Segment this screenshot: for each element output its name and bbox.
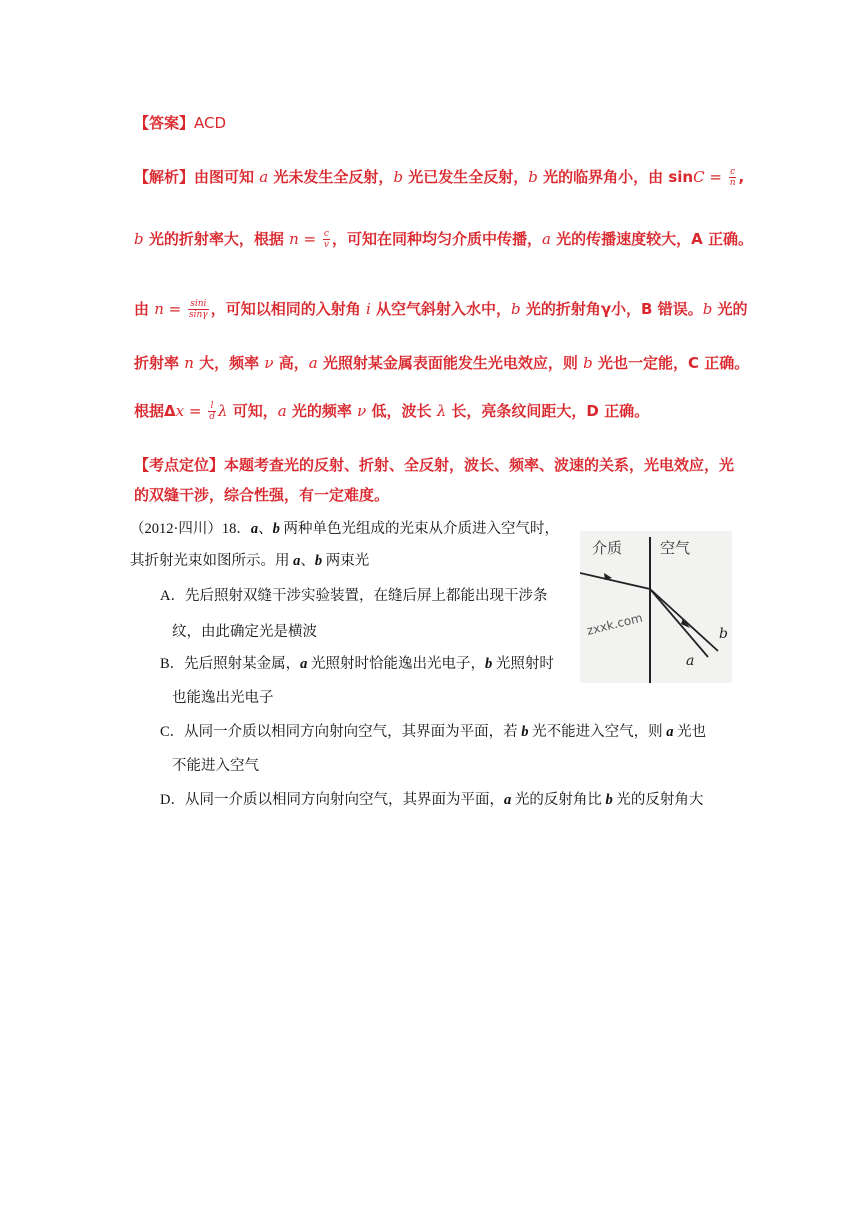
label-medium: 介质 [592,539,623,557]
fraction-c-over-n [729,167,737,188]
option-a-line-1: A．先后照射双缝干涉实验装置，在缝后屏上都能出现干涉条 [160,588,548,604]
var-a: a [308,354,318,372]
var-a: a [541,230,551,248]
text: ，可知以相同的入射角 [210,300,366,318]
var-b: b [528,168,538,186]
option-c-line-2: 不能进入空气 [172,758,259,774]
text: 长，亮条纹间距大，D 正确。 [446,402,650,420]
text: 、 [258,521,273,537]
text: 光的反射角比 [511,792,606,808]
answer-value: ACD [194,114,227,132]
text: 由 [134,300,155,318]
text: 光照射时 [492,656,554,672]
option-b-line-2: 也能逸出光电子 [172,690,274,706]
text: 光已发生全反射， [403,168,529,186]
var-n: n [184,354,194,372]
var-n: n [289,230,299,248]
analysis-line-4 [134,352,749,373]
option-a-line-2: 纹，由此确定光是横波 [172,624,317,640]
text: 光的折射率大，根据 [143,230,290,248]
analysis-line-5 [134,400,649,422]
var-lambda: λ [436,402,447,420]
text: 光也一定能，C 正确。 [592,354,750,372]
text: 由图可知 [194,168,260,186]
text: 光的频率 [286,402,358,420]
analysis-line-2 [134,228,753,250]
text: 两种单色光组成的光束从介质进入空气时， [279,521,559,537]
key-point-label: 【考点定位】 [134,456,225,474]
denominator: sinγ [189,310,208,320]
equals: = [704,168,727,186]
numerator: sini [188,299,209,310]
equals: = [298,230,321,248]
label-ray-a: a [686,653,695,669]
denominator: n [729,178,736,188]
var-b: b [702,300,713,318]
text: 两束光 [322,553,370,569]
var-a: a [503,792,512,808]
numerator: l [208,401,216,412]
text: 光的临界角小，由 sin [537,168,694,186]
equals: = [163,300,187,318]
option-d-line-1 [160,788,703,809]
equals: = [184,402,207,420]
var-i: i [365,300,371,318]
var-a: a [259,168,269,186]
text: 根据Δ [134,402,176,420]
numerator: c [730,167,736,177]
text: 光的折射角γ小，B 错误。 [520,300,703,318]
denominator: v [323,240,329,250]
text: B．先后照射某金属， [160,656,301,672]
text: 光也 [673,724,707,740]
var-a: a [300,656,308,672]
var-b: b [583,354,593,372]
text: C．从同一介质以相同方向射向空气，其界面为平面，若 [160,724,522,740]
var-a: a [293,553,301,569]
text: 从空气斜射入水中， [370,300,511,318]
var-a: a [666,724,674,740]
var-C: C [693,168,705,186]
text: 本题考查光的反射、折射、全反射，波长、频率、波速的关系，光电效应，光 [224,456,735,474]
question-line-1 [130,517,559,538]
var-b: b [605,792,613,808]
numerator: c [323,229,329,239]
text: 的双缝干涉，综合性强，有一定难度。 [134,486,390,504]
text: （2012·四川）18． [130,521,251,537]
text: 、 [300,553,315,569]
text: 高， [273,354,309,372]
text: 低，波长 [366,402,437,420]
text: 光的 [712,300,748,318]
key-point-line-1 [134,454,734,475]
key-point-line-2 [134,484,389,505]
question-line-2 [130,549,369,570]
watermark: zxxk.com [585,610,644,638]
analysis-line-3 [134,298,748,320]
text: 其折射光束如图所示。用 [130,553,294,569]
text: , [738,168,745,186]
text: 光照射某金属表面能发生光电效应，则 [317,354,584,372]
text: 大，频率 [193,354,265,372]
fraction-l-over-d [208,401,216,422]
var-n: n [154,300,164,318]
var-x: x [175,402,185,420]
text: 光照射时恰能逸出光电子， [307,656,486,672]
var-b: b [510,300,521,318]
var-b: b [485,656,493,672]
var-lambda: λ [217,402,228,420]
denominator: d [209,412,215,422]
option-c-line-1 [160,720,706,741]
var-a: a [250,521,259,537]
answer-label: 【答案】 [134,114,195,132]
text: 光不能进入空气，则 [528,724,667,740]
analysis-label: 【解析】 [134,168,195,186]
var-b: b [393,168,404,186]
option-b-line-1 [160,652,554,673]
var-nu: ν [357,402,367,420]
refraction-figure [580,531,732,683]
fraction-sini-over-sinr [188,299,209,320]
text: 折射率 [134,354,185,372]
var-b: b [272,521,280,537]
label-ray-b: b [719,626,728,642]
text: D．从同一介质以相同方向射向空气，其界面为平面， [160,792,504,808]
answer-line [134,112,226,133]
analysis-line-1 [134,166,744,188]
text: 光的反射角大 [612,792,704,808]
text: 可知， [227,402,278,420]
label-air: 空气 [660,539,691,557]
fraction-c-over-v [323,229,330,250]
text: 光未发生全反射， [268,168,394,186]
text: 光的传播速度较大，A 正确。 [550,230,753,248]
var-b: b [134,230,144,248]
var-nu: ν [264,354,274,372]
var-a: a [277,402,287,420]
var-b: b [521,724,529,740]
text: ，可知在同种均匀介质中传播， [331,230,542,248]
var-b: b [314,553,323,569]
